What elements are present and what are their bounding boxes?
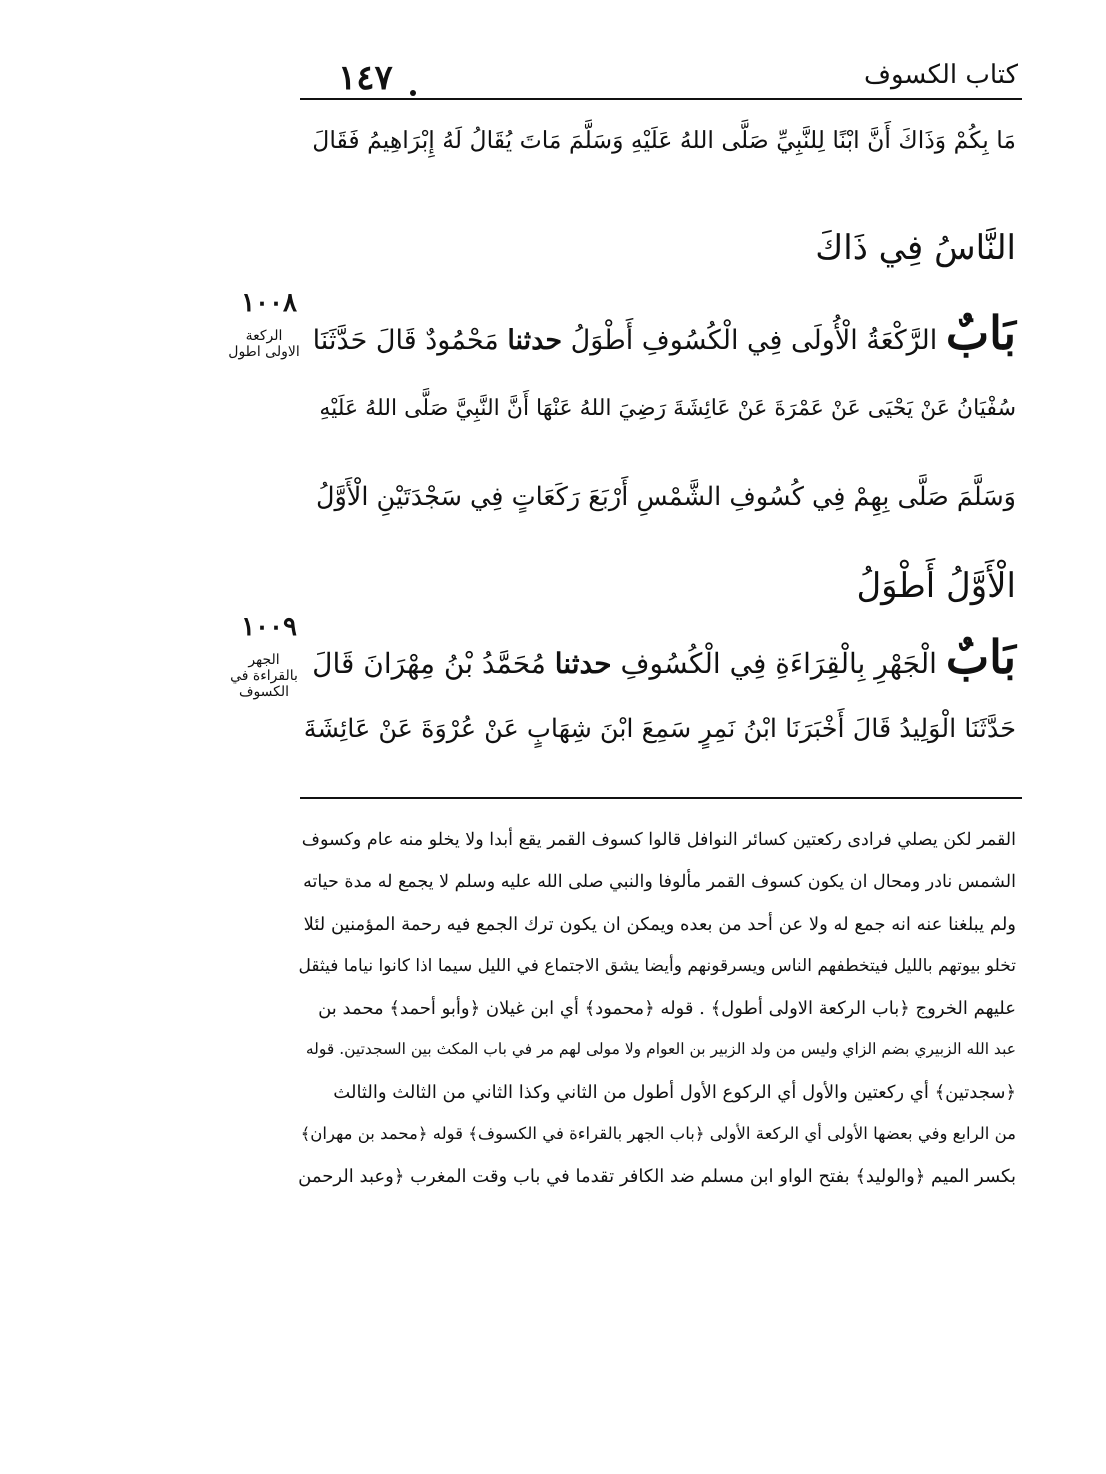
commentary-line: الشمس نادر ومحال ان يكون كسوف القمر مألوفا والنبي صلى الله عليه وسلم لا يجمع له مدة حياته [303,872,1016,892]
commentary-line: عليهم الخروج ﴿باب الركعة الاولى أطول﴾ . قوله ﴿محمود﴾ أي ابن غيلان ﴿وأبو أحمد﴾ محمد بن [318,998,1016,1019]
header-dot [410,90,416,96]
bab-word: بَابٌ [945,306,1016,360]
commentary-line: عبد الله الزبيري بضم الزاي وليس من ولد الزبير بن العوام ولا مولى لهم مر في باب المكث بين السجدتين. قوله [305,1040,1016,1058]
page-number: ١٤٧ [338,58,393,98]
main-text-line: وَسَلَّمَ صَلَّى بِهِمْ فِي كُسُوفِ الشَّمْسِ أَرْبَعَ رَكَعَاتٍ فِي سَجْدَتَيْنِ الْأَوَّلُ [315,482,1016,512]
haddathana-word: حدثنا [507,325,563,356]
main-text-line: مَا بِكُمْ وَذَاكَ أَنَّ ابْنًا لِلنَّبِيِّ صَلَّى اللهُ عَلَيْهِ وَسَلَّمَ مَاتَ يُقَالُ لَهُ إِبْرَاهِيمُ فَقَالَ [312,126,1016,154]
hadith-number: ١٠٠٨ [241,288,297,318]
footnote-separator [300,797,1022,799]
main-text-line: الْأَوَّلُ أَطْوَلُ [856,566,1016,606]
commentary-line: ولم يبلغنا عنه انه جمع له ولا عن أحد من بعده ويمكن ان يكون ترك الجمع فيه رحمة المؤمنين لئلا [303,914,1016,935]
commentary-line: تخلو بيوتهم بالليل فيتخطفهم الناس ويسرقونهم وأيضا يشق الاجتماع في الليل سيما اذا كانوا نياما فيثقل [298,956,1016,976]
main-text-line: حَدَّثَنَا الْوَلِيدُ قَالَ أَخْبَرَنَا ابْنُ نَمِرٍ سَمِعَ ابْنَ شِهَابٍ عَنْ عُرْوَةَ عَنْ عَائِشَةَ [303,714,1016,744]
margin-label: الركعة الاولى اطول [228,328,300,360]
header-rule [300,98,1022,100]
section-heading-line [313,306,1016,360]
margin-label: الجهر بالقراءة في الكسوف [230,652,298,700]
main-text-line: النَّاسُ فِي ذَاكَ [815,228,1016,268]
section-heading-line [312,630,1016,684]
bab-word: بَابٌ [945,630,1016,684]
commentary-line: القمر لكن يصلي فرادى ركعتين كسائر النوافل قالوا كسوف القمر يقع أبدا ولا يخلو منه عام وكسوف [301,830,1016,850]
chapter-heading: الرَّكْعَةُ الْأُولَى فِي الْكُسُوفِ أَطْوَلُ [570,325,938,356]
isnad-text: مُحَمَّدُ بْنُ مِهْرَانَ قَالَ [312,647,546,680]
commentary-line: من الرابع وفي بعضها الأولى أي الركعة الأولى ﴿باب الجهر بالقراءة في الكسوف﴾ قوله ﴿محمد بن مهران﴾ [300,1124,1016,1143]
hadith-number: ١٠٠٩ [241,612,297,642]
commentary-line: ﴿سجدتين﴾ أي ركعتين والأول أي الركوع الأول أطول من الثاني وكذا الثاني من الثالث والثالث [333,1082,1016,1103]
chapter-heading: الْجَهْرِ بِالْقِرَاءَةِ فِي الْكُسُوفِ [620,647,937,680]
haddathana-word: حدثنا [554,647,612,680]
isnad-text: مَحْمُودٌ قَالَ حَدَّثَنَا [312,325,499,356]
commentary-line: بكسر الميم ﴿والوليد﴾ بفتح الواو ابن مسلم ضد الكافر تقدما في باب وقت المغرب ﴿وعبد الرحمن [298,1166,1016,1187]
main-text-line: سُفْيَانُ عَنْ يَحْيَى عَنْ عَمْرَةَ عَنْ عَائِشَةَ رَضِيَ اللهُ عَنْهَا أَنَّ النَّبِيَّ صَلَّى اللهُ عَلَيْهِ [319,396,1016,421]
running-title: كتاب الكسوف [864,60,1018,90]
